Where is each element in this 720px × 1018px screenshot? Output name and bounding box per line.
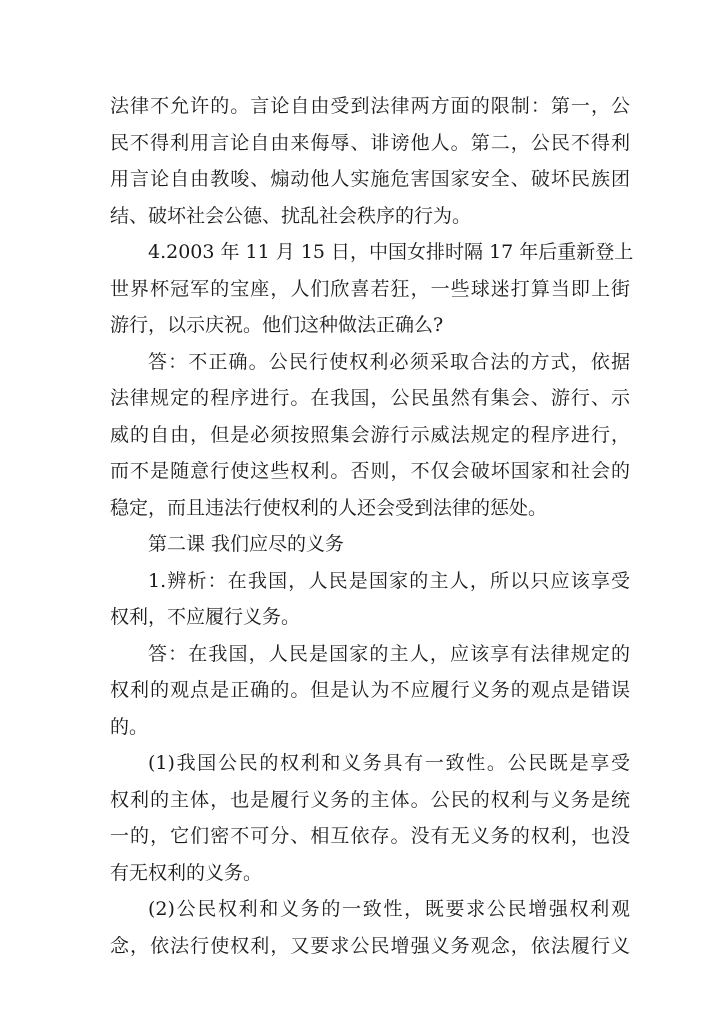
text-line: 权利的观点是正确的。但是认为不应履行义务的观点是错误 [110,679,630,701]
paragraph-point-1 [110,745,630,891]
paragraph-question-4 [110,234,634,344]
text-line: 4.2003 年 11 月 15 日，中国女排时隔 17 年后重新登上 [148,241,634,263]
text-line: 稳定，而且违法行使权利的人还会受到法律的惩处。 [110,496,548,519]
text-line: (2)公民权利和义务的一致性，既要求公民增强权利观 [148,898,630,920]
text-line: 权利，不应履行义务。 [110,606,301,628]
text-line: 世界杯冠军的宝座，人们欣喜若狂，一些球迷打算当即上街 [110,277,630,300]
section-heading-lesson-2 [110,526,630,563]
text-line: 1.辨析：在我国，人民是国家的主人，所以只应该享受 [148,569,630,592]
text-line: 游行，以示庆祝。他们这种做法正确么? [110,314,444,336]
text-line: 的。 [110,715,149,738]
text-line: 用言论自由教唆、煽动他人实施危害国家安全、破坏民族团 [110,168,630,190]
paragraph-answer-1 [110,636,630,746]
text-line: 权利的主体，也是履行义务的主体。公民的权利与义务是统 [110,788,630,811]
paragraph-speech-freedom-limits [110,88,630,234]
text-line: 结、破坏社会公德、扰乱社会秩序的行为。 [110,204,472,227]
text-line: (1)我国公民的权利和义务具有一致性。公民既是享受 [148,752,630,774]
text-line: 念，依法行使权利，又要求公民增强义务观念，依法履行义 [110,934,630,957]
document-body [110,88,634,964]
text-line: 威的自由，但是必须按照集会游行示威法规定的程序进行， [110,423,630,446]
text-line: 法律规定的程序进行。在我国，公民虽然有集会、游行、示 [110,387,630,409]
paragraph-question-1 [110,563,630,636]
text-line: 有无权利的义务。 [110,861,263,884]
text-line: 答：不正确。公民行使权利必须采取合法的方式，依据 [148,350,630,373]
text-line: 法律不允许的。言论自由受到法律两方面的限制：第一，公 [110,95,630,117]
text-line: 民不得利用言论自由来侮辱、诽谤他人。第二，公民不得利 [110,131,630,154]
text-line: 答：在我国，人民是国家的主人，应该享有法律规定的 [148,642,630,665]
section-title: 第二课 我们应尽的义务 [148,533,345,555]
paragraph-answer-4 [110,344,630,527]
paragraph-point-2 [110,891,630,964]
text-line: 一的，它们密不可分、相互依存。没有无义务的权利，也没 [110,825,630,847]
text-line: 而不是随意行使这些权利。否则，不仅会破坏国家和社会的 [110,460,630,482]
